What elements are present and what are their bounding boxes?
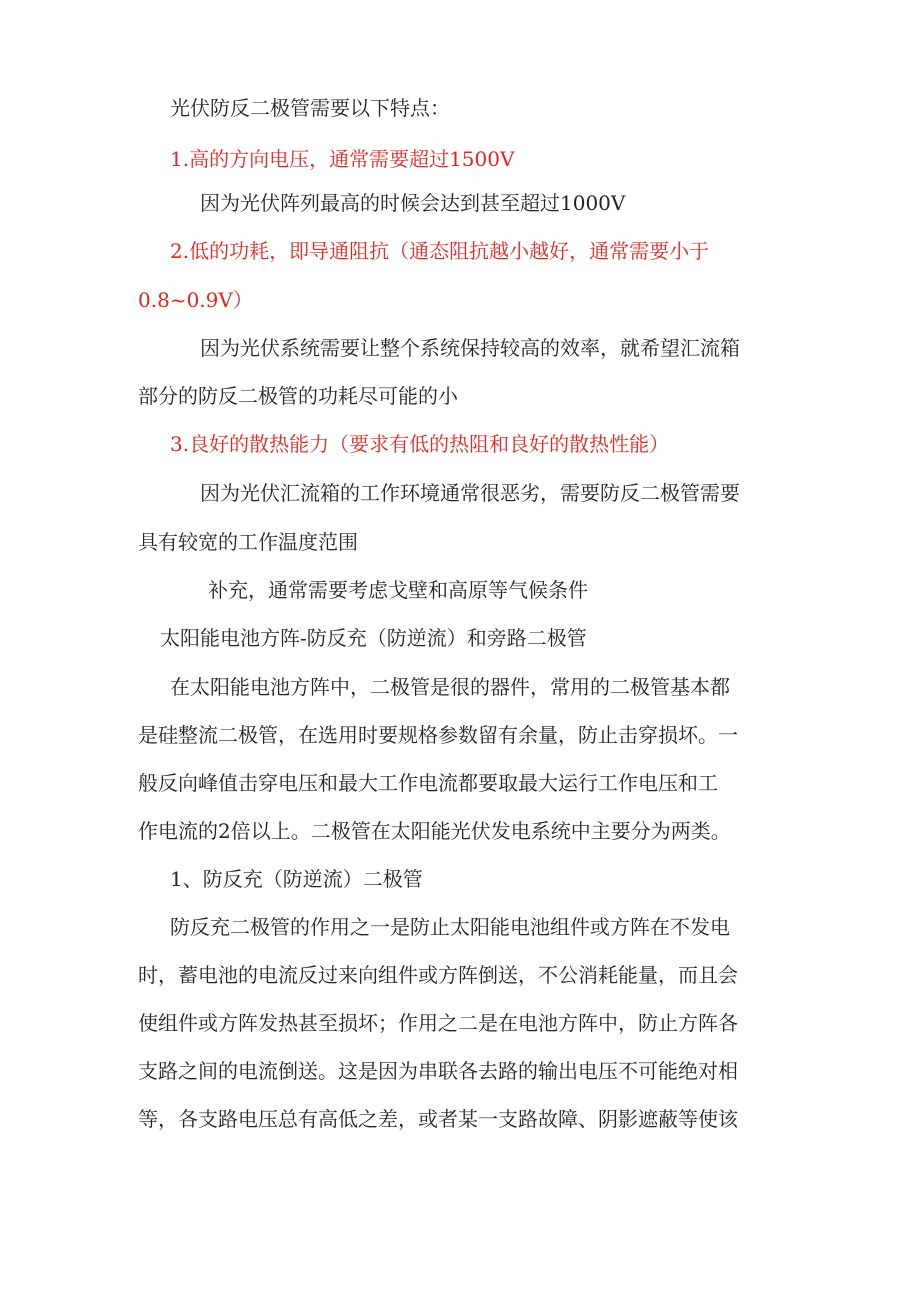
section-title: 太阳能电池方阵-防反充（防逆流）和旁路二极管 xyxy=(160,626,587,650)
point2-heading-line1: 2.低的功耗，即导通阻抗（通态阻抗越小越好，通常需要小于 xyxy=(170,239,710,263)
point3-reason-line1: 因为光伏汇流箱的工作环境通常很恶劣，需要防反二极管需要 xyxy=(200,481,740,505)
point3-reason-line2: 具有较宽的工作温度范围 xyxy=(138,530,358,554)
paragraph1-line4: 作电流的2倍以上。二极管在太阳能光伏发电系统中主要分为两类。 xyxy=(138,819,731,843)
point3-heading: 3.良好的散热能力（要求有低的热阻和良好的散热性能） xyxy=(170,432,670,456)
point1-heading: 1.高的方向电压，通常需要超过1500V xyxy=(170,147,515,171)
paragraph2-line3: 使组件或方阵发热甚至损坏；作用之二是在电池方阵中，防止方阵各 xyxy=(138,1011,738,1035)
paragraph2-line2: 时，蓄电池的电流反过来向组件或方阵倒送，不公消耗能量，而且会 xyxy=(138,963,738,987)
paragraph2-line5: 等，各支路电压总有高低之差，或者某一支路故障、阴影遮蔽等使该 xyxy=(138,1107,738,1131)
paragraph1-line3: 般反向峰值击穿电压和最大工作电流都要取最大运行工作电压和工 xyxy=(138,771,718,795)
paragraph1-line2: 是硅整流二极管，在选用时要规格参数留有余量，防止击穿损坏。一 xyxy=(138,723,738,747)
point2-reason-line1: 因为光伏系统需要让整个系统保持较高的效率，就希望汇流箱 xyxy=(200,336,740,360)
paragraph2-line4: 支路之间的电流倒送。这是因为串联各去路的输出电压不可能绝对相 xyxy=(138,1059,738,1083)
subheading: 1、防反充（防逆流）二极管 xyxy=(170,867,423,891)
paragraph1-line1: 在太阳能电池方阵中，二极管是很的器件，常用的二极管基本都 xyxy=(170,675,730,699)
point2-reason-line2: 部分的防反二极管的功耗尽可能的小 xyxy=(138,384,458,408)
paragraph2-line1: 防反充二极管的作用之一是防止太阳能电池组件或方阵在不发电 xyxy=(170,915,730,939)
intro-line: 光伏防反二极管需要以下特点： xyxy=(170,96,450,120)
point1-reason: 因为光伏阵列最高的时候会达到甚至超过1000V xyxy=(200,191,626,215)
supplement-line: 补充，通常需要考虑戈壁和高原等气候条件 xyxy=(208,578,588,602)
point2-heading-line2: 0.8~0.9V） xyxy=(138,288,253,312)
